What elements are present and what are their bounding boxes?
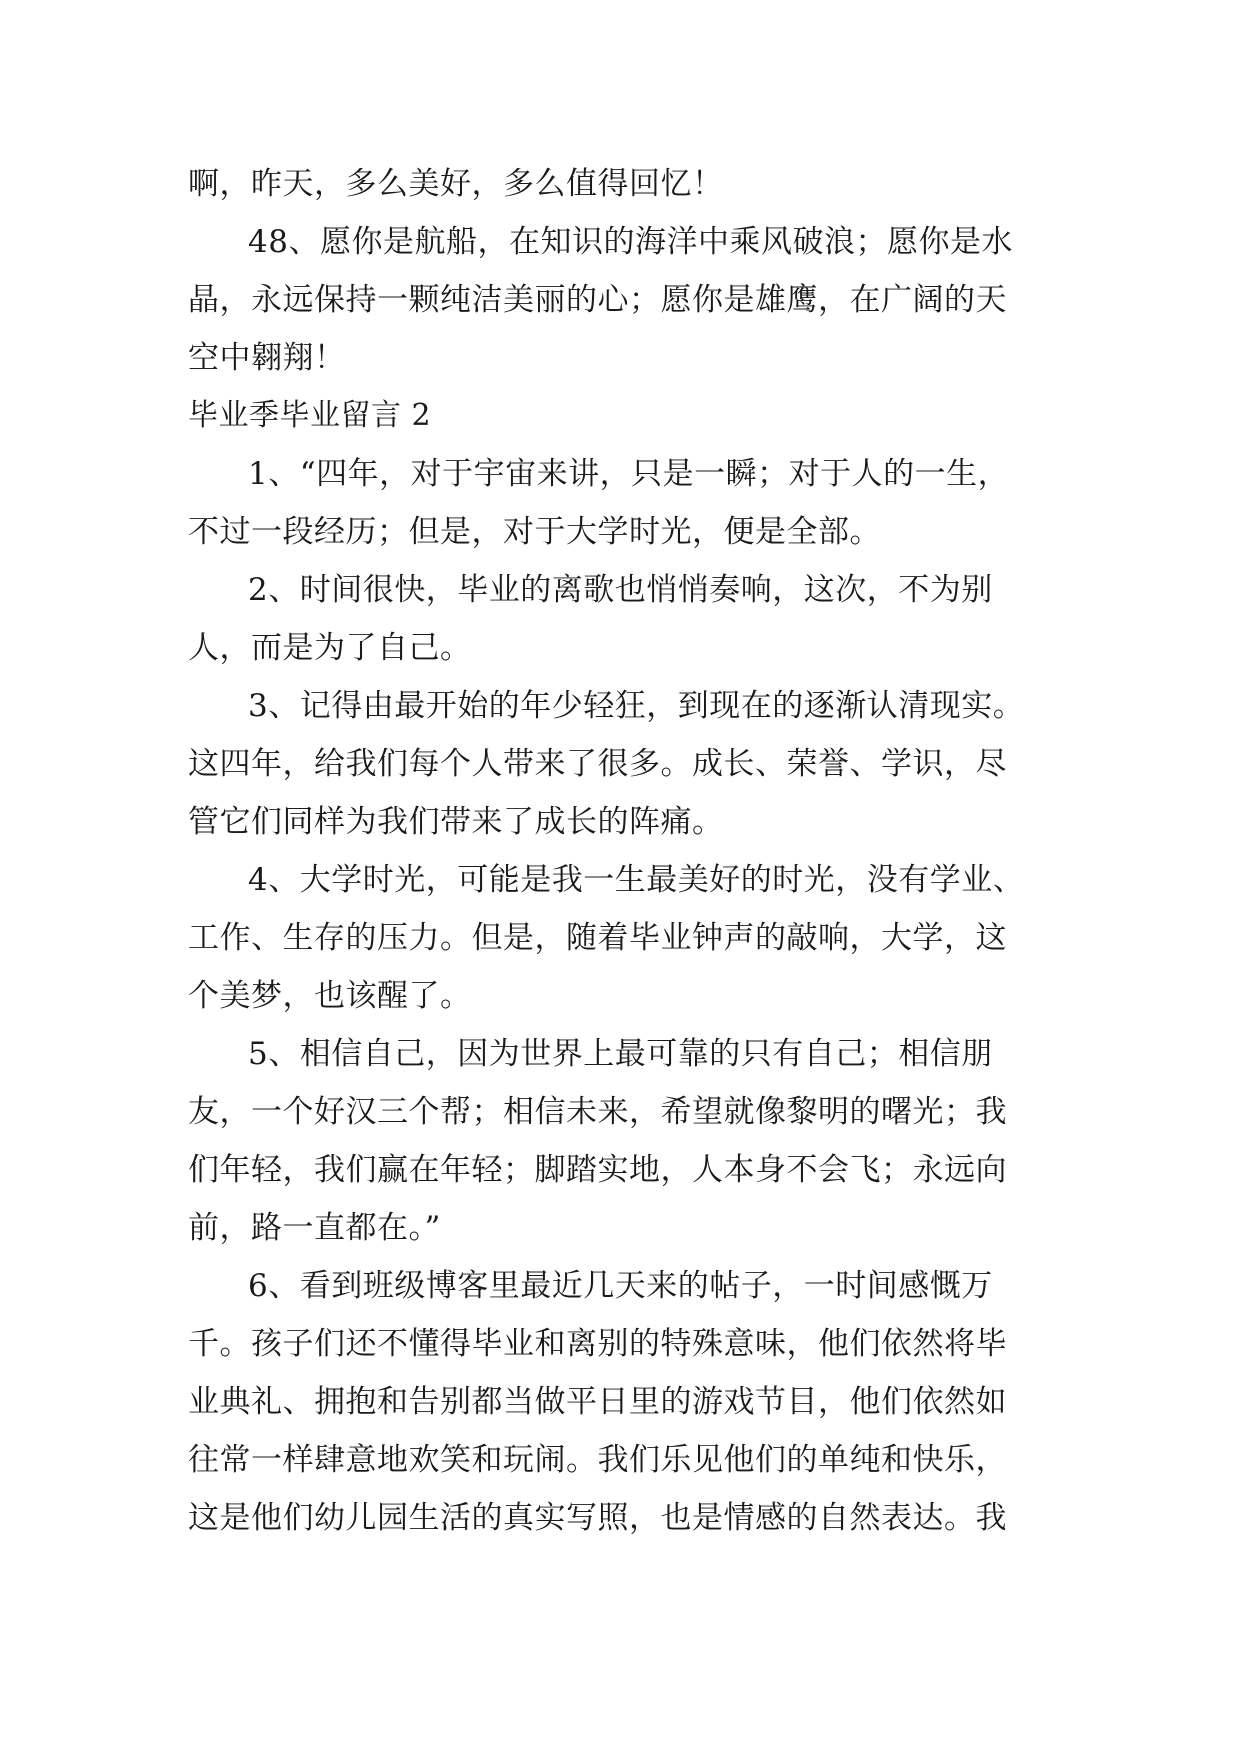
item-4-line-1: 4、大学时光，可能是我一生最美好的时光，没有学业、 xyxy=(248,862,1025,898)
item-1-line-1: 1、“四年，对于宇宙来讲，只是一瞬；对于人的一生， xyxy=(248,456,1010,492)
item-48-line-2: 晶，永远保持一颗纯洁美丽的心；愿你是雄鹰，在广阔的天 xyxy=(188,282,1007,318)
item-5-line-2: 友，一个好汉三个帮；相信未来，希望就像黎明的曙光；我 xyxy=(188,1094,1007,1130)
item-6-line-4: 往常一样肆意地欢笑和玩闹。我们乐见他们的单纯和快乐， xyxy=(188,1442,1007,1478)
item-48-line-3: 空中翱翔！ xyxy=(188,340,346,376)
section-title: 毕业季毕业留言 2 xyxy=(188,398,432,433)
item-5-line-4: 前，路一直都在。” xyxy=(188,1210,441,1246)
item-4-line-3: 个美梦，也该醒了。 xyxy=(188,978,472,1014)
item-3-line-3: 管它们同样为我们带来了成长的阵痛。 xyxy=(188,804,724,840)
item-6-line-1: 6、看到班级博客里最近几天来的帖子，一时间感慨万 xyxy=(248,1268,993,1304)
item-6-line-5: 这是他们幼儿园生活的真实写照，也是情感的自然表达。我 xyxy=(188,1500,1007,1536)
item-5-line-3: 们年轻，我们赢在年轻；脚踏实地，人本身不会飞；永远向 xyxy=(188,1152,1007,1188)
item-48-line-1: 48、愿你是航船，在知识的海洋中乘风破浪；愿你是水 xyxy=(248,224,1013,260)
document-body xyxy=(188,155,1068,1547)
item-3-line-1: 3、记得由最开始的年少轻狂，到现在的逐渐认清现实。 xyxy=(248,688,1025,724)
item-5-line-1: 5、相信自己，因为世界上最可靠的只有自己；相信朋 xyxy=(248,1036,993,1072)
item-2-line-1: 2、时间很快，毕业的离歌也悄悄奏响，这次，不为别 xyxy=(248,572,993,608)
item-6-line-3: 业典礼、拥抱和告别都当做平日里的游戏节目，他们依然如 xyxy=(188,1384,1007,1420)
item-2-line-2: 人，而是为了自己。 xyxy=(188,630,472,666)
item-4-line-2: 工作、生存的压力。但是，随着毕业钟声的敲响，大学，这 xyxy=(188,920,1007,956)
item-3-line-2: 这四年，给我们每个人带来了很多。成长、荣誉、学识，尽 xyxy=(188,746,1007,782)
item-6-line-2: 千。孩子们还不懂得毕业和离别的特殊意味，他们依然将毕 xyxy=(188,1326,1007,1362)
intro-line: 啊，昨天，多么美好，多么值得回忆！ xyxy=(188,166,724,202)
item-1-line-2: 不过一段经历；但是，对于大学时光，便是全部。 xyxy=(188,514,881,550)
